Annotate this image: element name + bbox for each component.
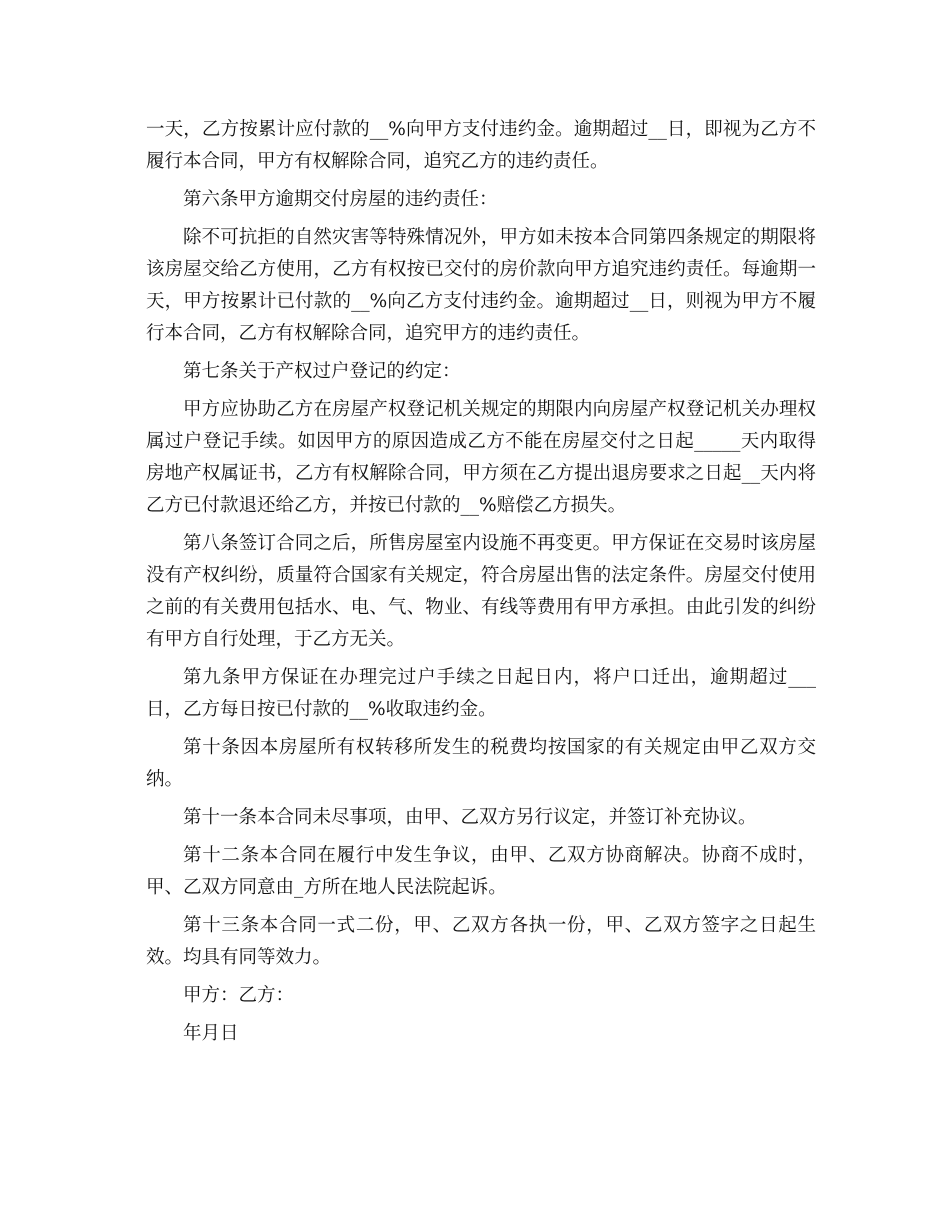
article-13: 第十三条本合同一式二份，甲、乙双方各执一份，甲、乙双方签字之日起生效。均具有同等效力。 xyxy=(146,915,816,968)
article-7-body: 甲方应协助乙方在房屋产权登记机关规定的期限内向房屋产权登记机关办理权属过户登记手续。如因甲方的原因造成乙方不能在房屋交付之日起_____天内取得房地产权属证书，乙方有权解除合同，甲方须在乙方提出退房要求之日起__天内将乙方已付款退还给乙方，并按已付款的__%赔偿乙方损失。 xyxy=(146,399,816,516)
article-12: 第十二条本合同在履行中发生争议，由甲、乙双方协商解决。协商不成时，甲、乙双方同意由_方所在地人民法院起诉。 xyxy=(146,845,816,898)
document-page xyxy=(146,114,816,1056)
article-11: 第十一条本合同未尽事项，由甲、乙双方另行议定，并签订补充协议。 xyxy=(183,807,757,828)
paragraph-continuation: 一天，乙方按累计应付款的__%向甲方支付违约金。逾期超过__日，即视为乙方不履行本合同，甲方有权解除合同，追究乙方的违约责任。 xyxy=(146,119,816,172)
article-10: 第十条因本房屋所有权转移所发生的税费均按国家的有关规定由甲乙双方交纳。 xyxy=(146,737,816,790)
signature-parties: 甲方：乙方： xyxy=(183,985,295,1006)
signature-date: 年月日 xyxy=(183,1023,239,1044)
article-7-heading: 第七条关于产权过户登记的约定： xyxy=(183,361,461,382)
article-6-heading: 第六条甲方逾期交付房屋的违约责任： xyxy=(183,189,498,210)
article-9: 第九条甲方保证在办理完过户手续之日起日内，将户口迁出，逾期超过___日，乙方每日按已付款的__%收取违约金。 xyxy=(146,667,816,720)
article-6-body: 除不可抗拒的自然灾害等特殊情况外，甲方如未按本合同第四条规定的期限将该房屋交给乙方使用，乙方有权按已交付的房价款向甲方追究违约责任。每逾期一天，甲方按累计已付款的__%向乙方支付违约金。逾期超过__日，则视为甲方不履行本合同，乙方有权解除合同，追究甲方的违约责任。 xyxy=(146,227,816,344)
article-8: 第八条签订合同之后，所售房屋室内设施不再变更。甲方保证在交易时该房屋没有产权纠纷，质量符合国家有关规定，符合房屋出售的法定条件。房屋交付使用之前的有关费用包括水、电、气、物业、有线等费用有甲方承担。由此引发的纠纷有甲方自行处理，于乙方无关。 xyxy=(146,533,816,650)
